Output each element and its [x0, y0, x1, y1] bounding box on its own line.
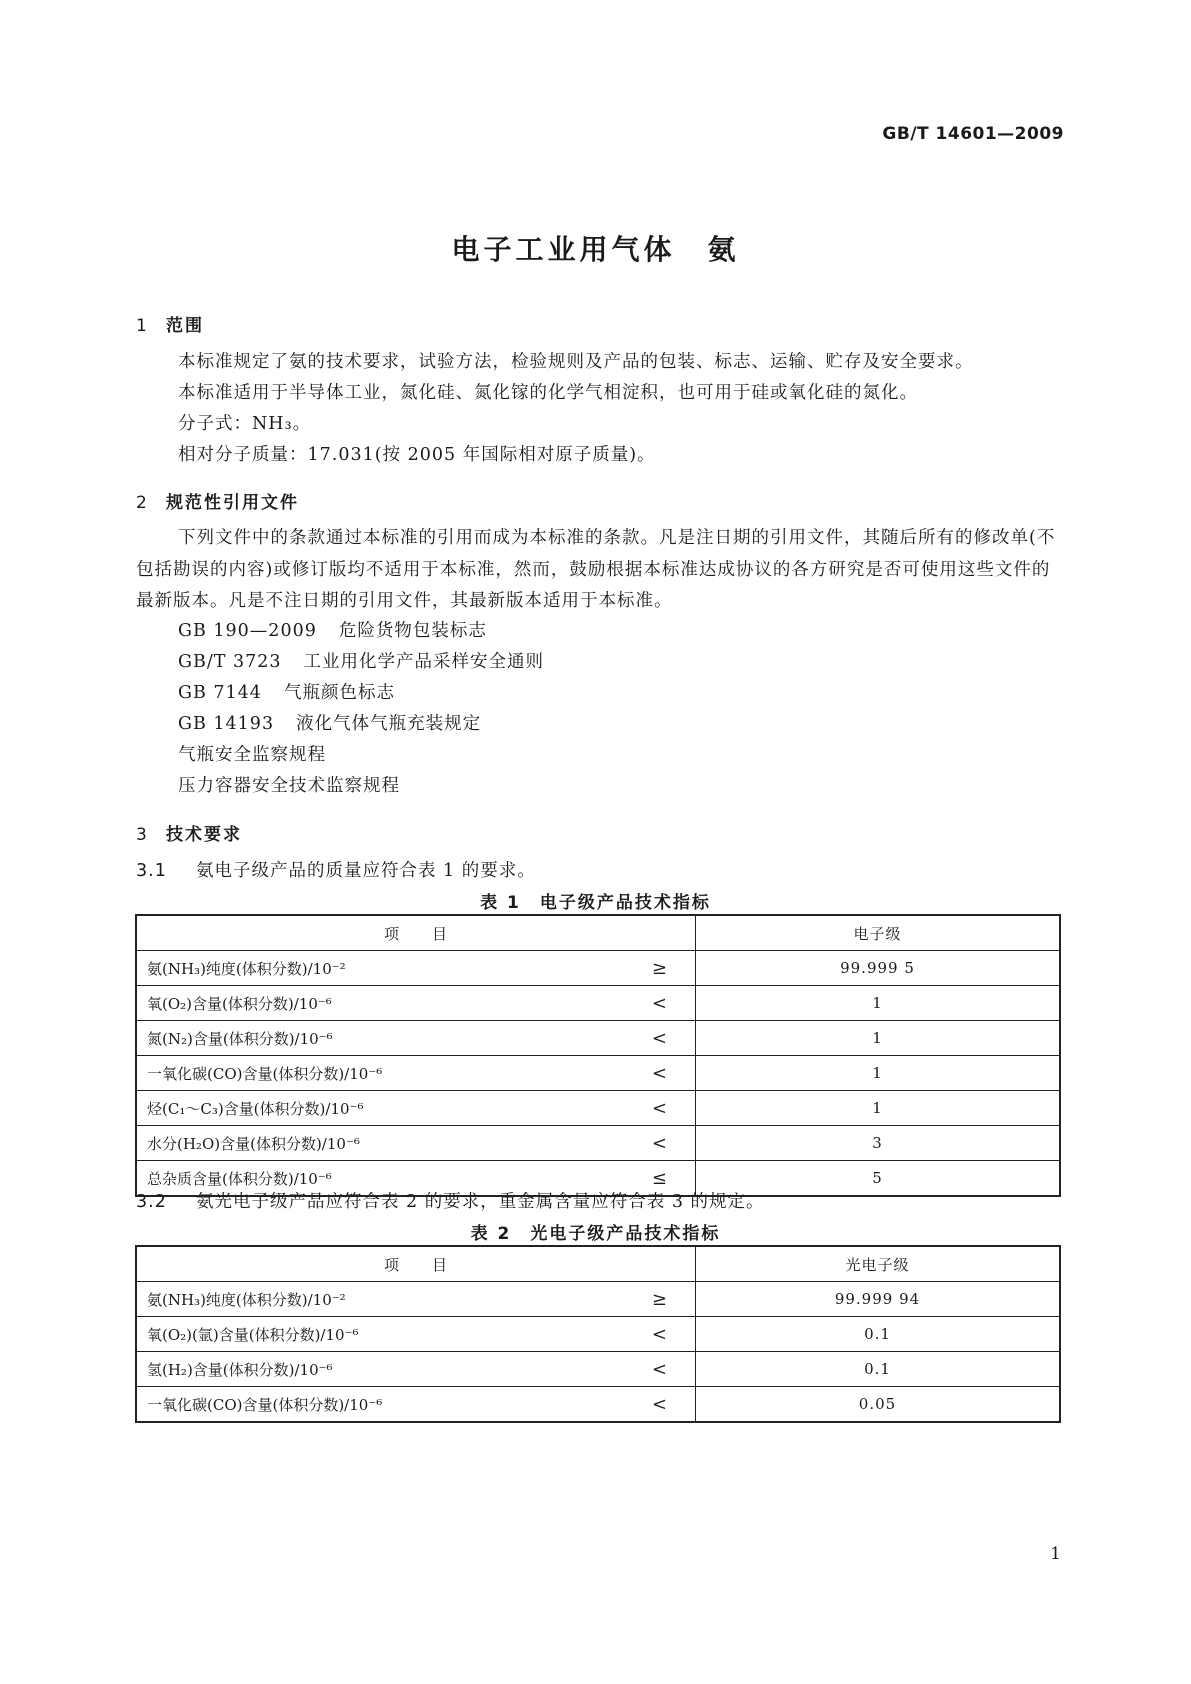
reference-code: GB 7144: [178, 683, 262, 703]
value-cell: 1: [696, 986, 1061, 1021]
reference-name: 工业用化学产品采样安全通则: [303, 652, 545, 672]
item-label: 氨(NH₃)纯度(体积分数)/10⁻²: [147, 1290, 346, 1309]
item-label: 氧(O₂)(氩)含量(体积分数)/10⁻⁶: [147, 1325, 359, 1344]
item-cell: [136, 1021, 696, 1056]
reference-name: 气瓶安全监察规程: [178, 745, 326, 765]
item-cell: [136, 1056, 696, 1091]
reference-item: [178, 617, 487, 642]
table-row: [136, 951, 1060, 986]
comparison-symbol: <: [651, 1133, 667, 1154]
comparison-symbol: <: [651, 1098, 667, 1119]
item-cell: [136, 1126, 696, 1161]
page-number: 1: [1050, 1544, 1061, 1564]
comparison-symbol: <: [651, 1359, 667, 1380]
molecular-formula: 分子式：NH₃。: [178, 414, 312, 434]
item-label: 氧(O₂)含量(体积分数)/10⁻⁶: [147, 994, 332, 1013]
column-header-item: 项 目: [136, 1246, 696, 1282]
reference-name: 危险货物包装标志: [338, 621, 487, 641]
comparison-symbol: ≤: [651, 1168, 667, 1189]
normative-references-paragraph: 下列文件中的条款通过本标准的引用而成为本标准的条款。凡是注日期的引用文件，其随后所有的修改单(不包括勘误的内容)或修订版均不适用于本标准，然而，鼓励根据本标准达成协议的各方研究是否可使用这些文件的最新版本。凡是不注日期的引用文件，其最新版本适用于本标准。: [136, 528, 1056, 611]
table-row: [136, 1056, 1060, 1091]
table-1-caption: 表 1 电子级产品技术指标: [480, 893, 711, 913]
item-cell: [136, 951, 696, 986]
item-cell: [136, 1352, 696, 1387]
clause-number: 3.1: [136, 861, 167, 881]
section-number: 3: [136, 825, 149, 845]
reference-name: 气瓶颜色标志: [283, 683, 395, 703]
table-row: [136, 986, 1060, 1021]
comparison-symbol: <: [651, 1028, 667, 1049]
comparison-symbol: <: [651, 993, 667, 1014]
reference-item: [178, 710, 481, 735]
table-row: [136, 1352, 1060, 1387]
clause-3-1: [136, 857, 536, 882]
table-2-caption: 表 2 光电子级产品技术指标: [470, 1224, 721, 1244]
table-row: [136, 1317, 1060, 1352]
item-label: 氨(NH₃)纯度(体积分数)/10⁻²: [147, 959, 346, 978]
value-cell: 0.1: [696, 1317, 1061, 1352]
document-title: 电子工业用气体 氨: [451, 233, 740, 266]
item-cell: [136, 1317, 696, 1352]
value-cell: 1: [696, 1091, 1061, 1126]
value-cell: 3: [696, 1126, 1061, 1161]
item-label: 水分(H₂O)含量(体积分数)/10⁻⁶: [147, 1134, 360, 1153]
reference-item: [178, 772, 400, 797]
reference-name: 压力容器安全技术监察规程: [178, 776, 400, 796]
comparison-symbol: <: [651, 1324, 667, 1345]
column-header-value: 光电子级: [696, 1246, 1061, 1282]
reference-code: GB 14193: [178, 714, 275, 734]
section-title: 技术要求: [166, 825, 242, 845]
section-title: 范围: [166, 316, 204, 336]
reference-item: [178, 648, 544, 673]
value-cell: 0.05: [696, 1387, 1061, 1423]
item-label: 氮(N₂)含量(体积分数)/10⁻⁶: [147, 1029, 333, 1048]
item-cell: [136, 1282, 696, 1317]
section-number: 2: [136, 493, 149, 513]
table-1: [135, 914, 1061, 1197]
item-label: 总杂质含量(体积分数)/10⁻⁶: [147, 1169, 332, 1188]
reference-code: GB 190—2009: [178, 621, 317, 641]
item-label: 氢(H₂)含量(体积分数)/10⁻⁶: [147, 1360, 333, 1379]
table-header-row: [136, 1246, 1060, 1282]
clause-3-2: [136, 1188, 765, 1213]
value-cell: 5: [696, 1161, 1061, 1197]
item-cell: [136, 1387, 696, 1423]
section-1-heading: [136, 311, 204, 336]
column-header-item: 项 目: [136, 915, 696, 951]
item-label: 一氧化碳(CO)含量(体积分数)/10⁻⁶: [147, 1395, 383, 1414]
item-cell: [136, 986, 696, 1021]
table-row: [136, 1091, 1060, 1126]
section-2-heading: [136, 488, 299, 513]
reference-item: [178, 741, 326, 766]
scope-paragraph-2: 本标准适用于半导体工业，氮化硅、氮化镓的化学气相淀积，也可用于硅或氧化硅的氮化。: [178, 383, 918, 403]
reference-code: GB/T 3723: [178, 652, 282, 672]
table-row: [136, 1126, 1060, 1161]
comparison-symbol: ≥: [651, 958, 667, 979]
clause-number: 3.2: [136, 1192, 167, 1212]
molecular-mass: 相对分子质量：17.031(按 2005 年国际相对原子质量)。: [178, 445, 656, 465]
comparison-symbol: <: [651, 1063, 667, 1084]
table-row: [136, 1021, 1060, 1056]
reference-item: [178, 679, 395, 704]
item-label: 烃(C₁～C₃)含量(体积分数)/10⁻⁶: [147, 1099, 364, 1118]
clause-text: 氨光电子级产品应符合表 2 的要求，重金属含量应符合表 3 的规定。: [196, 1192, 765, 1212]
comparison-symbol: <: [651, 1394, 667, 1415]
clause-text: 氨电子级产品的质量应符合表 1 的要求。: [196, 861, 536, 881]
item-label: 一氧化碳(CO)含量(体积分数)/10⁻⁶: [147, 1064, 383, 1083]
item-cell: [136, 1091, 696, 1126]
value-cell: 1: [696, 1021, 1061, 1056]
section-3-heading: [136, 820, 242, 845]
value-cell: 99.999 5: [696, 951, 1061, 986]
section-title: 规范性引用文件: [166, 493, 299, 513]
table-header-row: [136, 915, 1060, 951]
table-row: [136, 1282, 1060, 1317]
comparison-symbol: ≥: [651, 1289, 667, 1310]
value-cell: 1: [696, 1056, 1061, 1091]
scope-paragraph-1: 本标准规定了氨的技术要求，试验方法，检验规则及产品的包装、标志、运输、贮存及安全要求。: [178, 352, 974, 372]
column-header-value: 电子级: [696, 915, 1061, 951]
reference-name: 液化气体气瓶充装规定: [296, 714, 482, 734]
table-2: [135, 1245, 1061, 1423]
value-cell: 99.999 94: [696, 1282, 1061, 1317]
table-row: [136, 1387, 1060, 1423]
section-number: 1: [136, 316, 149, 336]
standard-code: GB/T 14601—2009: [882, 124, 1064, 144]
value-cell: 0.1: [696, 1352, 1061, 1387]
